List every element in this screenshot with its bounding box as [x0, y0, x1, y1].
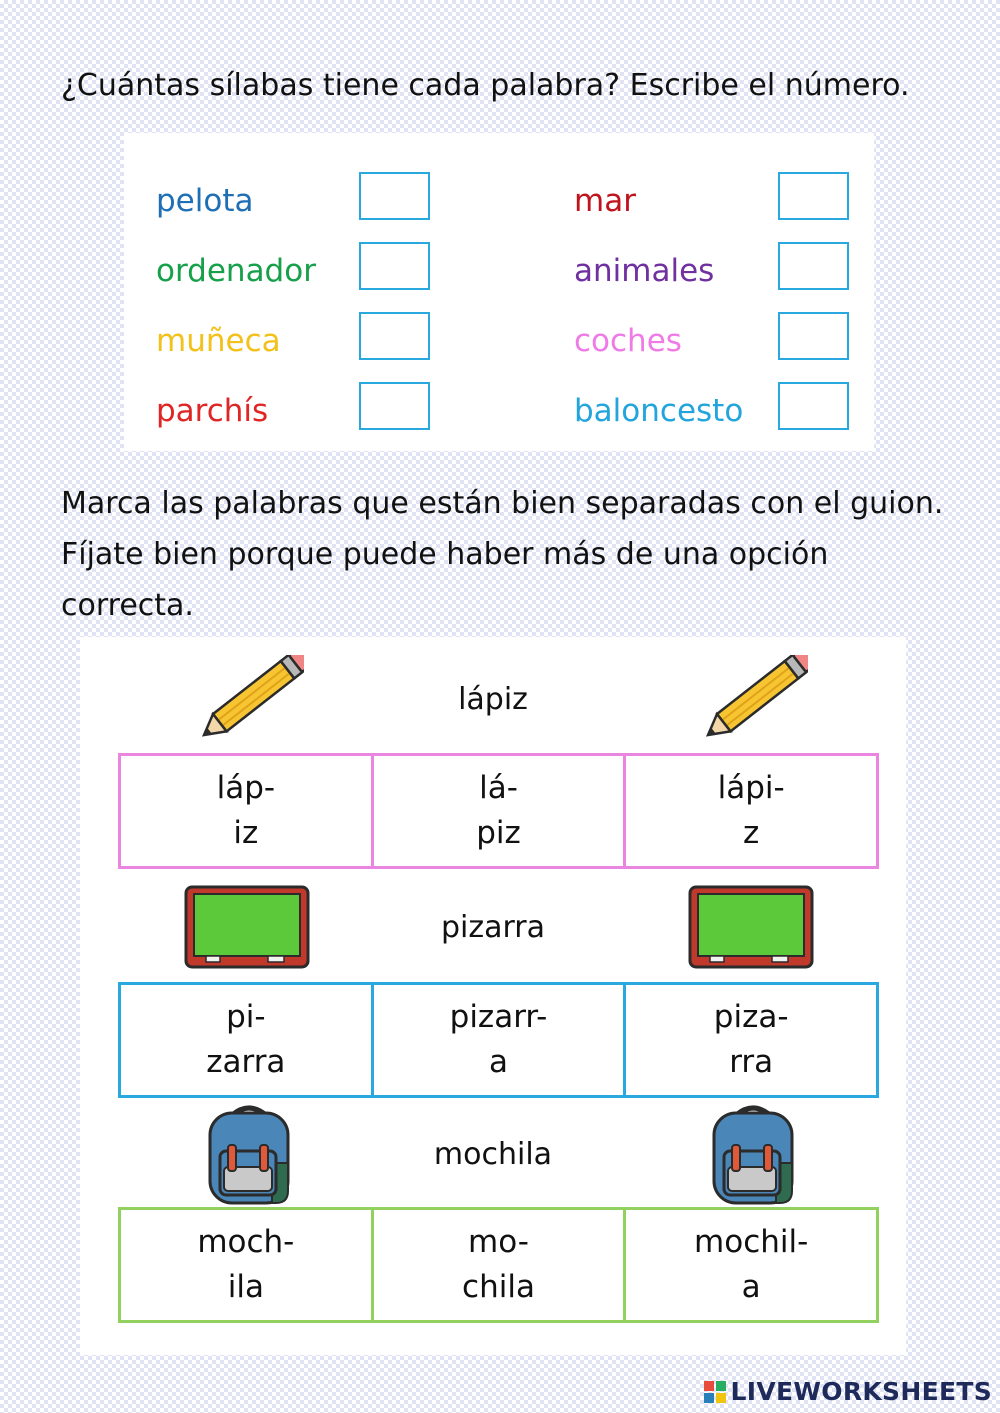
- pencil-icon: [700, 655, 808, 743]
- option-line-2: a: [741, 1269, 761, 1305]
- answer-box-coches[interactable]: [778, 312, 849, 360]
- option-line-2: ila: [227, 1269, 264, 1305]
- option-pi-zarra[interactable]: [121, 985, 371, 1095]
- word-mar: mar: [574, 183, 636, 219]
- word-baloncesto: baloncesto: [574, 393, 744, 429]
- word-muneca: muñeca: [156, 323, 281, 359]
- option-la-piz[interactable]: [371, 756, 624, 866]
- option-line-2: piz: [476, 815, 521, 851]
- liveworksheets-logo: [703, 1377, 992, 1406]
- backpack-icon: [706, 1103, 800, 1207]
- option-pizarr-a[interactable]: [371, 985, 624, 1095]
- option-line-1: mochil-: [694, 1224, 809, 1260]
- answer-box-baloncesto[interactable]: [778, 382, 849, 430]
- option-line-1: mo-: [468, 1224, 529, 1260]
- option-line-1: lápi-: [717, 770, 785, 806]
- answer-box-animales[interactable]: [778, 242, 849, 290]
- option-line-1: moch-: [197, 1224, 295, 1260]
- option-piza-rra[interactable]: [623, 985, 876, 1095]
- option-moch-ila[interactable]: [121, 1210, 371, 1320]
- word-ordenador: ordenador: [156, 253, 316, 289]
- option-mochil-a[interactable]: [623, 1210, 876, 1320]
- options-row-pizarra: [118, 982, 879, 1098]
- option-line-1: pizarr-: [449, 999, 548, 1035]
- question-1: ¿Cuántas sílabas tiene cada palabra? Escribe el número.: [61, 68, 910, 103]
- answer-box-mar[interactable]: [778, 172, 849, 220]
- word-animales: animales: [574, 253, 715, 289]
- word-label-lapiz: lápiz: [458, 682, 528, 717]
- option-line-2: chila: [462, 1269, 535, 1305]
- option-mo-chila[interactable]: [371, 1210, 624, 1320]
- option-line-1: pi-: [226, 999, 266, 1035]
- brand-text: LIVEWORKSHEETS: [730, 1377, 992, 1406]
- answer-box-ordenador[interactable]: [359, 242, 430, 290]
- option-line-1: lá-: [479, 770, 518, 806]
- options-row-mochila: [118, 1207, 879, 1323]
- option-lap-iz[interactable]: [121, 756, 371, 866]
- answer-box-pelota[interactable]: [359, 172, 430, 220]
- blackboard-icon: [688, 885, 814, 969]
- answer-box-muneca[interactable]: [359, 312, 430, 360]
- option-line-2: a: [489, 1044, 508, 1080]
- question-2: Marca las palabras que están bien separadas con el guion. Fíjate bien porque puede haber más de una opción correcta.: [61, 486, 944, 623]
- option-line-1: láp-: [216, 770, 276, 806]
- option-line-1: piza-: [713, 999, 789, 1035]
- word-parchis: parchís: [156, 393, 269, 429]
- liveworksheets-logo-icon: [703, 1380, 727, 1404]
- option-line-2: iz: [233, 815, 259, 851]
- syllable-count-panel: [124, 133, 874, 451]
- word-label-pizarra: pizarra: [440, 910, 546, 945]
- option-line-2: z: [743, 815, 760, 851]
- option-line-2: zarra: [206, 1044, 286, 1080]
- hyphenation-panel: [80, 637, 906, 1355]
- word-coches: coches: [574, 323, 682, 359]
- options-row-lapiz: [118, 753, 879, 869]
- option-line-2: rra: [729, 1044, 774, 1080]
- word-pelota: pelota: [156, 183, 254, 219]
- answer-box-parchis[interactable]: [359, 382, 430, 430]
- option-lapi-z[interactable]: [623, 756, 876, 866]
- word-label-mochila: mochila: [433, 1137, 553, 1172]
